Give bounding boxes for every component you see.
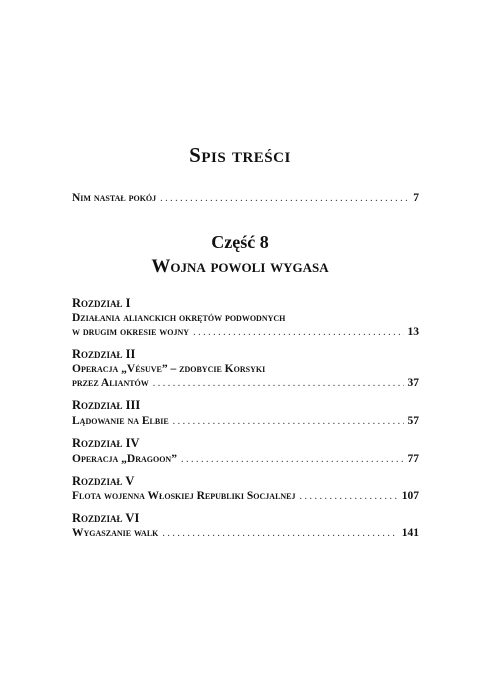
chapter-label-6: Rozdział VI <box>72 511 140 525</box>
toc-entry-label: Flota wojenna Włoskiej Republiki Socjalnej <box>72 490 296 502</box>
toc-entry-chapter-2[interactable] <box>72 377 419 389</box>
dot-leader <box>193 327 403 338</box>
dot-leader <box>300 491 398 502</box>
toc-entry-chapter-6[interactable] <box>72 527 419 539</box>
chapter-label-4: Rozdział IV <box>72 436 140 450</box>
toc-entry-label: Nim nastał pokój <box>72 192 157 204</box>
dot-leader <box>173 416 404 427</box>
toc-entry-label: przez Aliantów <box>72 377 149 389</box>
chapter-title-line-1: Działania alianckich okrętów podwodnych <box>72 312 286 324</box>
toc-entry-chapter-5[interactable] <box>72 490 419 502</box>
toc-entry-page: 37 <box>407 377 419 389</box>
dot-leader <box>160 193 409 204</box>
toc-entry-label: Operacja „Dragoon” <box>72 453 177 465</box>
dot-leader <box>153 378 404 389</box>
toc-entry-label: w drugim okresie wojny <box>72 326 190 338</box>
toc-entry-page: 77 <box>407 453 419 465</box>
toc-title: Spis treści <box>189 143 291 167</box>
toc-entry-page: 7 <box>413 192 419 204</box>
toc-entry-page: 13 <box>407 326 419 338</box>
dot-leader <box>162 528 397 539</box>
part-number-heading: Część 8 <box>211 232 269 252</box>
dot-leader <box>181 454 404 465</box>
toc-entry-label: Lądowanie na Elbie <box>72 415 169 427</box>
chapter-label-3: Rozdział III <box>72 398 141 412</box>
toc-entry-page: 57 <box>407 415 419 427</box>
toc-entry-chapter-4[interactable] <box>72 453 419 465</box>
part-title-heading: Wojna powoli wygasa <box>151 256 329 277</box>
toc-entry-chapter-3[interactable] <box>72 415 419 427</box>
chapter-label-2: Rozdział II <box>72 347 136 361</box>
chapter-label-5: Rozdział V <box>72 474 135 488</box>
toc-entry-chapter-1[interactable] <box>72 326 419 338</box>
toc-entry-label: Wygaszanie walk <box>72 527 159 539</box>
toc-entry-prelude[interactable] <box>72 192 419 204</box>
chapter-title-line-2: Operacja „Vésuve” – zdobycie Korsyki <box>72 363 266 375</box>
chapter-label-1: Rozdział I <box>72 296 131 310</box>
toc-entry-page: 141 <box>401 527 419 539</box>
toc-entry-page: 107 <box>401 490 419 502</box>
